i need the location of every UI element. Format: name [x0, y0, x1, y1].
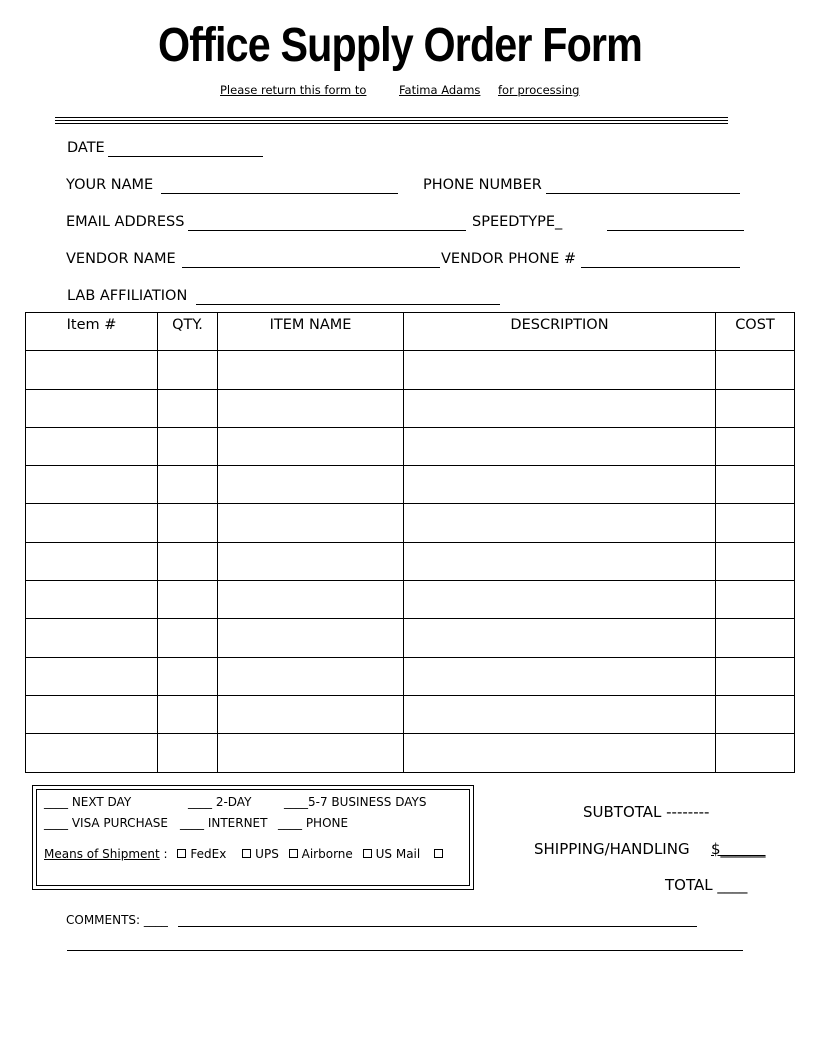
speedtype-label: SPEEDTYPE_: [472, 214, 563, 230]
table-header-row: [26, 313, 795, 351]
email-address-field[interactable]: [188, 230, 466, 231]
table-row: [26, 581, 795, 619]
means-of-shipment-row: [44, 847, 447, 861]
date-field[interactable]: [108, 156, 263, 157]
speedtype-field[interactable]: [607, 230, 744, 231]
total-label: TOTAL ____: [665, 876, 748, 894]
lab-affiliation-label: LAB AFFILIATION: [67, 288, 188, 304]
description-cell[interactable]: [404, 619, 716, 657]
description-cell[interactable]: [404, 427, 716, 465]
col-qty: QTY.: [158, 313, 218, 351]
table-row: [26, 351, 795, 389]
cost-cell[interactable]: [716, 351, 795, 389]
qty-cell[interactable]: [158, 466, 218, 504]
vendor-phone-label: VENDOR PHONE #: [441, 251, 577, 267]
item-name-cell[interactable]: [218, 657, 404, 695]
vendor-name-label: VENDOR NAME: [66, 251, 176, 267]
items-table: [25, 312, 795, 773]
item-name-cell[interactable]: [218, 504, 404, 542]
qty-cell[interactable]: [158, 734, 218, 772]
ups-checkbox[interactable]: [242, 849, 251, 858]
item-number-cell[interactable]: [26, 427, 158, 465]
description-cell[interactable]: [404, 657, 716, 695]
description-cell[interactable]: [404, 466, 716, 504]
your-name-field[interactable]: [161, 193, 398, 194]
return-instruction: Please return this form to: [220, 83, 367, 97]
header-divider-top: [55, 117, 728, 118]
table-row: [26, 734, 795, 772]
table-row: [26, 695, 795, 733]
phone-number-field[interactable]: [546, 193, 740, 194]
business-days-option[interactable]: ____5-7 BUSINESS DAYS: [284, 795, 427, 809]
fedex-checkbox[interactable]: [177, 849, 186, 858]
cost-cell[interactable]: [716, 542, 795, 580]
item-number-cell[interactable]: [26, 734, 158, 772]
vendor-name-field[interactable]: [182, 267, 440, 268]
cost-cell[interactable]: [716, 619, 795, 657]
qty-cell[interactable]: [158, 657, 218, 695]
item-number-cell[interactable]: [26, 542, 158, 580]
return-suffix: for processing: [498, 83, 580, 97]
qty-cell[interactable]: [158, 427, 218, 465]
item-number-cell[interactable]: [26, 504, 158, 542]
item-number-cell[interactable]: [26, 389, 158, 427]
cost-cell[interactable]: [716, 657, 795, 695]
description-cell[interactable]: [404, 734, 716, 772]
us-mail-checkbox[interactable]: [363, 849, 372, 858]
item-name-cell[interactable]: [218, 466, 404, 504]
means-of-shipment-label: Means of Shipment: [44, 847, 160, 861]
description-cell[interactable]: [404, 542, 716, 580]
item-name-cell[interactable]: [218, 542, 404, 580]
fedex-label: FedEx: [190, 847, 227, 861]
comments-field-line-1[interactable]: [178, 926, 697, 927]
item-number-cell[interactable]: [26, 619, 158, 657]
cost-cell[interactable]: [716, 427, 795, 465]
col-item-name: ITEM NAME: [218, 313, 404, 351]
qty-cell[interactable]: [158, 351, 218, 389]
table-row: [26, 466, 795, 504]
item-number-cell[interactable]: [26, 581, 158, 619]
other-checkbox[interactable]: [434, 849, 443, 858]
item-name-cell[interactable]: [218, 619, 404, 657]
col-cost: COST: [716, 313, 795, 351]
airborne-label: Airborne: [301, 847, 353, 861]
ups-label: UPS: [255, 847, 279, 861]
internet-option[interactable]: ____ INTERNET: [180, 816, 268, 830]
item-name-cell[interactable]: [218, 734, 404, 772]
item-number-cell[interactable]: [26, 695, 158, 733]
item-number-cell[interactable]: [26, 657, 158, 695]
lab-affiliation-field[interactable]: [196, 304, 500, 305]
item-name-cell[interactable]: [218, 581, 404, 619]
qty-cell[interactable]: [158, 619, 218, 657]
cost-cell[interactable]: [716, 466, 795, 504]
visa-purchase-option[interactable]: ____ VISA PURCHASE: [44, 816, 168, 830]
email-address-label: EMAIL ADDRESS: [66, 214, 185, 230]
table-row: [26, 619, 795, 657]
item-number-cell[interactable]: [26, 466, 158, 504]
comments-field-line-2[interactable]: [67, 950, 743, 951]
table-row: [26, 389, 795, 427]
table-row: [26, 657, 795, 695]
subtotal-label: SUBTOTAL --------: [583, 803, 710, 821]
return-recipient: Fatima Adams: [399, 83, 481, 97]
col-description: DESCRIPTION: [404, 313, 716, 351]
airborne-checkbox[interactable]: [289, 849, 298, 858]
qty-cell[interactable]: [158, 542, 218, 580]
description-cell[interactable]: [404, 581, 716, 619]
form-title: Office Supply Order Form: [158, 19, 642, 72]
item-number-cell[interactable]: [26, 351, 158, 389]
qty-cell[interactable]: [158, 389, 218, 427]
qty-cell[interactable]: [158, 504, 218, 542]
header-divider-middle: [55, 120, 728, 121]
two-day-option[interactable]: ____ 2-DAY: [188, 795, 252, 809]
item-name-cell[interactable]: [218, 427, 404, 465]
us-mail-label: US Mail: [375, 847, 421, 861]
means-of-shipment-colon: :: [163, 847, 168, 861]
cost-cell[interactable]: [716, 695, 795, 733]
table-row: [26, 542, 795, 580]
qty-cell[interactable]: [158, 581, 218, 619]
table-row: [26, 504, 795, 542]
description-cell[interactable]: [404, 695, 716, 733]
item-name-cell[interactable]: [218, 695, 404, 733]
col-item-number: Item #: [26, 313, 158, 351]
cost-cell[interactable]: [716, 581, 795, 619]
description-cell[interactable]: [404, 351, 716, 389]
phone-number-label: PHONE NUMBER: [423, 177, 542, 193]
item-name-cell[interactable]: [218, 351, 404, 389]
vendor-phone-field[interactable]: [581, 267, 740, 268]
qty-cell[interactable]: [158, 695, 218, 733]
table-row: [26, 427, 795, 465]
date-label: DATE: [67, 140, 105, 156]
shipping-handling-label: SHIPPING/HANDLING: [534, 840, 690, 858]
next-day-option[interactable]: ____ NEXT DAY: [44, 795, 132, 809]
comments-label: COMMENTS: ____: [66, 913, 168, 927]
description-cell[interactable]: [404, 389, 716, 427]
cost-cell[interactable]: [716, 389, 795, 427]
shipping-handling-field[interactable]: $______: [711, 840, 766, 858]
description-cell[interactable]: [404, 504, 716, 542]
phone-option[interactable]: ____ PHONE: [278, 816, 349, 830]
cost-cell[interactable]: [716, 734, 795, 772]
item-name-cell[interactable]: [218, 389, 404, 427]
header-divider-bottom: [55, 123, 728, 124]
cost-cell[interactable]: [716, 504, 795, 542]
your-name-label: YOUR NAME: [66, 177, 154, 193]
